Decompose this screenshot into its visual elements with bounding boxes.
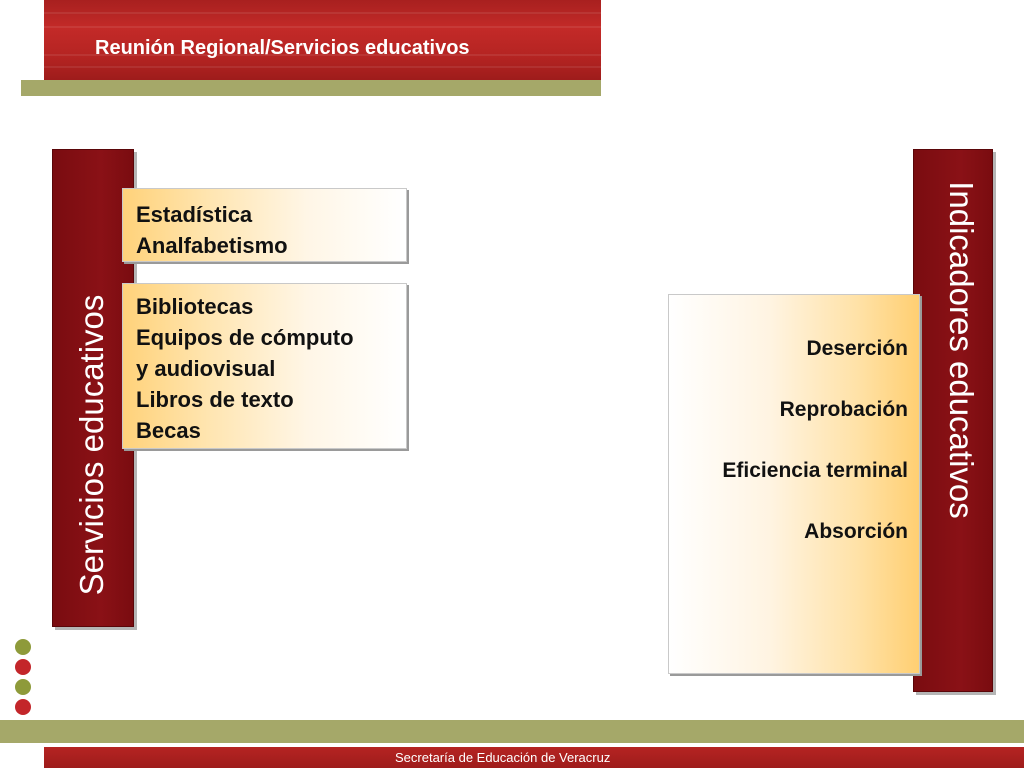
services-vertical-label: Servicios educativos bbox=[73, 294, 110, 596]
services-box-statistics bbox=[122, 188, 407, 262]
box-line: Becas bbox=[136, 418, 201, 443]
decorative-dot-icon bbox=[15, 679, 31, 695]
box-line: y audiovisual bbox=[136, 356, 276, 381]
indicator-item: Deserción bbox=[806, 337, 908, 360]
box-line: Bibliotecas bbox=[136, 294, 254, 319]
box-line: Libros de texto bbox=[136, 387, 294, 412]
decorative-dot-icon bbox=[15, 659, 31, 675]
footer-olive-bar bbox=[0, 720, 1024, 743]
decorative-dot-icon bbox=[15, 639, 31, 655]
box-line: Analfabetismo bbox=[136, 233, 288, 258]
box-line: Equipos de cómputo bbox=[136, 325, 354, 350]
services-box-resources bbox=[122, 283, 407, 449]
slide-title: Reunión Regional/Servicios educativos bbox=[95, 37, 470, 59]
header-olive-bar bbox=[21, 80, 601, 96]
indicators-box bbox=[668, 294, 920, 674]
box-line: Estadística bbox=[136, 202, 253, 227]
indicator-item: Eficiencia terminal bbox=[722, 459, 908, 482]
footer-text: Secretaría de Educación de Veracruz bbox=[395, 750, 611, 765]
decorative-dot-icon bbox=[15, 699, 31, 715]
indicator-item: Reprobación bbox=[779, 398, 908, 421]
indicator-item: Absorción bbox=[804, 520, 908, 543]
indicators-vertical-label: Indicadores educativos bbox=[943, 181, 980, 519]
